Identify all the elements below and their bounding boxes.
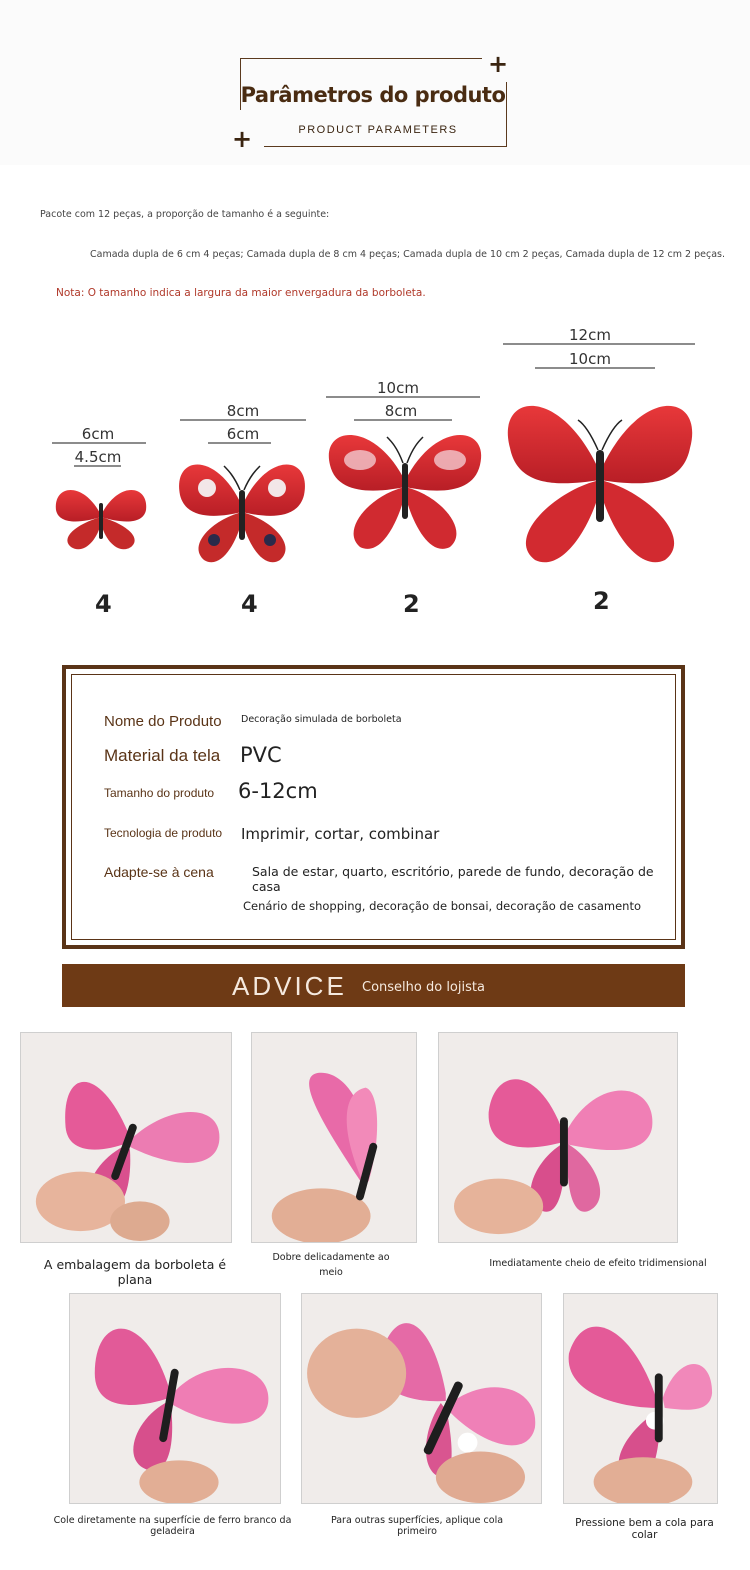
inner-dimension-label: 10cm [569, 350, 611, 368]
param-label-technology: Tecnologia de produto [104, 826, 223, 840]
piece-count: 4 [241, 590, 258, 618]
outer-dimension-label: 12cm [569, 326, 611, 344]
butterfly-in-hand-image [70, 1294, 280, 1503]
piece-count: 2 [593, 587, 610, 615]
butterfly-10cm-image [329, 435, 481, 549]
butterfly-12cm-image [508, 406, 692, 562]
inner-dimension-label: 6cm [226, 425, 260, 443]
layer-breakdown: Camada dupla de 6 cm 4 peças; Camada dupla de 8 cm 4 peças; Camada dupla de 10 cm 2 peças, Camada dupla de 12 cm 2 peças. [90, 249, 726, 260]
piece-count: 2 [403, 590, 420, 618]
butterfly-in-hand-image [439, 1033, 677, 1242]
param-value-name: Decoração simulada de borboleta [241, 714, 402, 725]
outer-dimension-label: 6cm [81, 425, 115, 443]
size-note: Nota: O tamanho indica a largura da maior envergadura da borboleta. [56, 287, 426, 299]
step-photo-fold [251, 1032, 417, 1243]
param-label-material: Material da tela [104, 746, 221, 765]
param-value-size: 6-12cm [238, 779, 318, 803]
plus-ornament-icon: + [488, 50, 509, 78]
step-caption: Dobre delicadamente ao meio [272, 1252, 390, 1278]
outer-dimension-label: 8cm [226, 402, 260, 420]
butterfly-in-hand-image [302, 1294, 541, 1503]
header-frame-line [506, 82, 507, 146]
size-diagram [0, 320, 750, 620]
plus-ornament-icon: + [232, 125, 253, 153]
param-label-size: Tamanho do produto [104, 786, 215, 800]
param-value-scene: Sala de estar, quarto, escritório, parede de fundo, decoração de casa [252, 864, 654, 894]
butterfly-in-hand-image [564, 1294, 717, 1503]
param-value-material: PVC [240, 743, 282, 767]
step-caption: Para outras superfícies, aplique cola primeiro [330, 1515, 504, 1537]
advice-title: ADVICE [232, 971, 347, 1001]
product-parameter-table [62, 665, 685, 949]
param-label-scene: Adapte-se à cena [104, 864, 214, 880]
butterfly-8cm-image [179, 464, 305, 562]
step-photo-apply-glue [301, 1293, 542, 1504]
dimension-marker [52, 425, 146, 466]
advice-subtitle: Conselho do lojista [362, 980, 485, 995]
section-subtitle: PRODUCT PARAMETERS [298, 124, 458, 136]
step-photo-flat-packaging [20, 1032, 232, 1243]
butterfly-in-hand-image [21, 1033, 231, 1242]
outer-dimension-label: 10cm [377, 379, 419, 397]
dimension-marker [180, 402, 306, 443]
header-frame-line [240, 58, 482, 59]
param-value-technology: Imprimir, cortar, combinar [241, 825, 440, 843]
param-label-name: Nome do Produto [104, 713, 222, 730]
step-caption: A embalagem da borboleta é plana [43, 1257, 227, 1287]
size-comparison [0, 320, 750, 620]
package-description: Pacote com 12 peças, a proporção de tamanho é a seguinte: [40, 209, 330, 220]
dimension-marker [326, 379, 480, 420]
step-photo-3d-effect [438, 1032, 678, 1243]
header-frame-line [264, 146, 507, 147]
inner-dimension-label: 8cm [384, 402, 418, 420]
piece-count: 4 [95, 590, 112, 618]
section-title: Parâmetros do produto [240, 83, 506, 107]
step-photo-press [563, 1293, 718, 1504]
dimension-marker [503, 326, 695, 368]
inner-dimension-label: 4.5cm [74, 448, 122, 466]
advice-banner [62, 964, 685, 1007]
product-parameters-header [0, 0, 750, 165]
step-photo-fridge [69, 1293, 281, 1504]
step-caption: Pressione bem a cola para colar [575, 1517, 714, 1541]
butterfly-in-hand-image [252, 1033, 416, 1242]
step-caption: Cole diretamente na superfície de ferro branco da geladeira [53, 1515, 292, 1537]
butterfly-6cm-image [56, 490, 146, 549]
step-caption: Imediatamente cheio de efeito tridimensional [489, 1258, 707, 1269]
param-value-scene-extra: Cenário de shopping, decoração de bonsai, decoração de casamento [243, 899, 641, 913]
